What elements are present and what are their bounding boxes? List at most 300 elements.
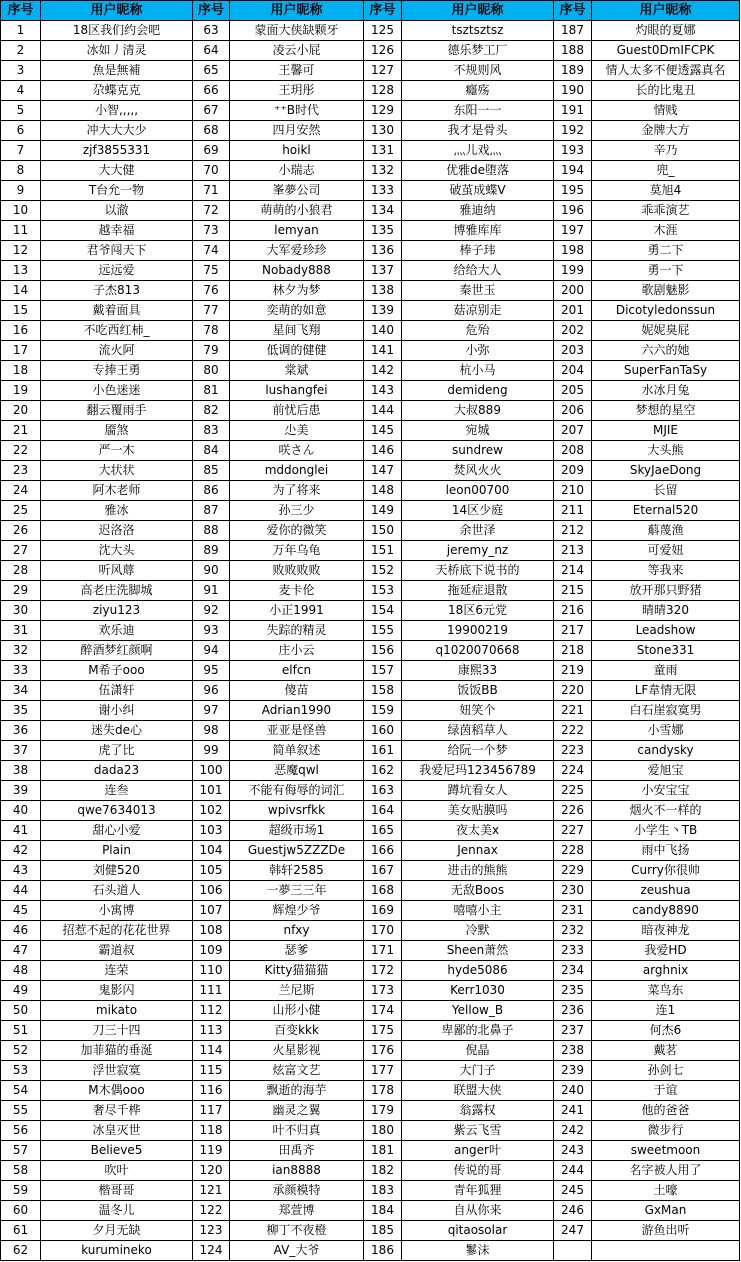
seq-cell: 243 xyxy=(554,1141,592,1161)
table-row xyxy=(1,721,740,741)
nickname-cell: sundrew xyxy=(402,441,554,461)
seq-cell: 220 xyxy=(554,681,592,701)
seq-cell: 158 xyxy=(364,681,402,701)
seq-cell: 241 xyxy=(554,1101,592,1121)
nickname-cell: Plain xyxy=(41,841,193,861)
nickname-cell: 鬼影闪 xyxy=(41,981,193,1001)
nickname-cell: 爱旭宝 xyxy=(592,761,740,781)
nickname-cell: 白石崖寂寞男 xyxy=(592,701,740,721)
table-row xyxy=(1,161,740,181)
seq-cell: 143 xyxy=(364,381,402,401)
nickname-cell: 雨中飞扬 xyxy=(592,841,740,861)
nickname-cell: 楷哥哥 xyxy=(41,1181,193,1201)
nickname-cell: 于谊 xyxy=(592,1081,740,1101)
nickname-cell: 低调的健健 xyxy=(230,341,364,361)
seq-cell: 185 xyxy=(364,1221,402,1241)
seq-cell: 226 xyxy=(554,801,592,821)
table-row xyxy=(1,841,740,861)
seq-cell: 85 xyxy=(193,461,230,481)
seq-cell: 246 xyxy=(554,1201,592,1221)
seq-cell: 25 xyxy=(1,501,41,521)
table-row xyxy=(1,741,740,761)
table-row xyxy=(1,281,740,301)
seq-cell: 126 xyxy=(364,41,402,61)
seq-cell: 62 xyxy=(1,1241,41,1261)
nickname-cell: Guest0DmIFCPK xyxy=(592,41,740,61)
table-row xyxy=(1,441,740,461)
nickname-cell: 乖乖演艺 xyxy=(592,201,740,221)
nickname-cell: 歌剧魅影 xyxy=(592,281,740,301)
nickname-cell: zeushua xyxy=(592,881,740,901)
seq-cell: 135 xyxy=(364,221,402,241)
nickname-cell: 灬儿戏灬 xyxy=(402,141,554,161)
seq-cell: 188 xyxy=(554,41,592,61)
seq-cell: 173 xyxy=(364,981,402,1001)
seq-cell: 5 xyxy=(1,101,41,121)
seq-cell: 119 xyxy=(193,1141,230,1161)
header-seq: 序号 xyxy=(1,1,41,21)
nickname-cell: lushangfei xyxy=(230,381,364,401)
seq-cell: 64 xyxy=(193,41,230,61)
nickname-cell: Dicotyledonssun xyxy=(592,301,740,321)
seq-cell: 11 xyxy=(1,221,41,241)
seq-cell: 65 xyxy=(193,61,230,81)
nickname-cell: 孙三少 xyxy=(230,501,364,521)
seq-cell: 31 xyxy=(1,621,41,641)
nickname-cell: 童雨 xyxy=(592,661,740,681)
nickname-cell: 破茧成蝶V xyxy=(402,181,554,201)
table-row xyxy=(1,801,740,821)
table-row xyxy=(1,921,740,941)
nickname-cell: 六六的她 xyxy=(592,341,740,361)
seq-cell: 152 xyxy=(364,561,402,581)
seq-cell: 122 xyxy=(193,1201,230,1221)
nickname-cell: 灼眼的夏娜 xyxy=(592,21,740,41)
seq-cell: 171 xyxy=(364,941,402,961)
nickname-cell: 我爱尼玛123456789 xyxy=(402,761,554,781)
seq-cell: 86 xyxy=(193,481,230,501)
nickname-cell: nfxy xyxy=(230,921,364,941)
nickname-cell: Nobady888 xyxy=(230,261,364,281)
nickname-cell: 危殆 xyxy=(402,321,554,341)
nickname-cell: 长的比鬼丑 xyxy=(592,81,740,101)
nickname-cell: M木偶ooo xyxy=(41,1081,193,1101)
nickname-cell: 夜太美x xyxy=(402,821,554,841)
seq-cell: 132 xyxy=(364,161,402,181)
nickname-cell: candysky xyxy=(592,741,740,761)
table-row xyxy=(1,1001,740,1021)
nickname-cell: 微步行 xyxy=(592,1121,740,1141)
seq-cell: 244 xyxy=(554,1161,592,1181)
seq-cell: 75 xyxy=(193,261,230,281)
nickname-cell: 给给大人 xyxy=(402,261,554,281)
nickname-cell: 飘逝的海芋 xyxy=(230,1081,364,1101)
table-row xyxy=(1,661,740,681)
table-row xyxy=(1,1221,740,1241)
seq-cell: 167 xyxy=(364,861,402,881)
nickname-cell: 沈大头 xyxy=(41,541,193,561)
nickname-cell: ian8888 xyxy=(230,1161,364,1181)
seq-cell: 193 xyxy=(554,141,592,161)
nickname-cell: 阿木老师 xyxy=(41,481,193,501)
seq-cell: 218 xyxy=(554,641,592,661)
seq-cell: 208 xyxy=(554,441,592,461)
seq-cell: 87 xyxy=(193,501,230,521)
table-row xyxy=(1,981,740,1001)
seq-cell: 45 xyxy=(1,901,41,921)
table-row xyxy=(1,301,740,321)
seq-cell: 186 xyxy=(364,1241,402,1261)
table-row xyxy=(1,1081,740,1101)
seq-cell: 197 xyxy=(554,221,592,241)
seq-cell: 41 xyxy=(1,821,41,841)
nickname-cell: 炫富文艺 xyxy=(230,1061,364,1081)
seq-cell: 68 xyxy=(193,121,230,141)
seq-cell: 123 xyxy=(193,1221,230,1241)
table-row xyxy=(1,601,740,621)
nickname-cell: 癮殇 xyxy=(402,81,554,101)
nickname-cell: 大门子 xyxy=(402,1061,554,1081)
nickname-cell: 情贱 xyxy=(592,101,740,121)
seq-cell: 98 xyxy=(193,721,230,741)
nickname-cell: 戴茗 xyxy=(592,1041,740,1061)
nickname-cell: ziyu123 xyxy=(41,601,193,621)
seq-cell: 113 xyxy=(193,1021,230,1041)
seq-cell: 178 xyxy=(364,1081,402,1101)
table-row xyxy=(1,1041,740,1061)
nickname-cell: 冰皇灭世 xyxy=(41,1121,193,1141)
nickname-cell: 严一木 xyxy=(41,441,193,461)
seq-cell: 109 xyxy=(193,941,230,961)
nickname-cell: 子杰813 xyxy=(41,281,193,301)
nickname-cell: qitaosolar xyxy=(402,1221,554,1241)
nickname-cell: 四月安然 xyxy=(230,121,364,141)
seq-cell: 44 xyxy=(1,881,41,901)
seq-cell: 48 xyxy=(1,961,41,981)
table-row xyxy=(1,241,740,261)
nickname-cell: 长留 xyxy=(592,481,740,501)
seq-cell: 142 xyxy=(364,361,402,381)
table-row xyxy=(1,261,740,281)
seq-cell: 82 xyxy=(193,401,230,421)
seq-cell: 103 xyxy=(193,821,230,841)
nickname-cell: 欢乐迪 xyxy=(41,621,193,641)
nickname-cell: 温冬儿 xyxy=(41,1201,193,1221)
seq-cell: 24 xyxy=(1,481,41,501)
seq-cell: 233 xyxy=(554,941,592,961)
nickname-cell: 柳丁不夜橙 xyxy=(230,1221,364,1241)
nickname-cell: 翁露权 xyxy=(402,1101,554,1121)
seq-cell: 63 xyxy=(193,21,230,41)
nickname-cell: Guestjw5ZZZDe xyxy=(230,841,364,861)
nickname-cell: LF韋情无限 xyxy=(592,681,740,701)
seq-cell: 53 xyxy=(1,1061,41,1081)
table-row xyxy=(1,781,740,801)
nickname-cell: 大头熊 xyxy=(592,441,740,461)
nickname-cell: dada23 xyxy=(41,761,193,781)
table-row xyxy=(1,81,740,101)
nickname-cell: 水冰月兔 xyxy=(592,381,740,401)
seq-cell: 60 xyxy=(1,1201,41,1221)
seq-cell: 89 xyxy=(193,541,230,561)
seq-cell: 114 xyxy=(193,1041,230,1061)
seq-cell: 97 xyxy=(193,701,230,721)
seq-cell: 196 xyxy=(554,201,592,221)
seq-cell: 78 xyxy=(193,321,230,341)
nickname-cell: Believe5 xyxy=(41,1141,193,1161)
seq-cell: 174 xyxy=(364,1001,402,1021)
seq-cell: 216 xyxy=(554,601,592,621)
nickname-cell: 刀三十四 xyxy=(41,1021,193,1041)
seq-cell: 203 xyxy=(554,341,592,361)
nickname-cell: 傻苗 xyxy=(230,681,364,701)
seq-cell: 21 xyxy=(1,421,41,441)
seq-cell: 161 xyxy=(364,741,402,761)
seq-cell: 194 xyxy=(554,161,592,181)
nickname-cell: 流火阿 xyxy=(41,341,193,361)
nickname-cell: q1020070668 xyxy=(402,641,554,661)
seq-cell: 19 xyxy=(1,381,41,401)
nickname-cell: 东阳一一 xyxy=(402,101,554,121)
seq-cell: 137 xyxy=(364,261,402,281)
table-row xyxy=(1,461,740,481)
seq-cell: 28 xyxy=(1,561,41,581)
seq-cell: 219 xyxy=(554,661,592,681)
nickname-cell: 庄小云 xyxy=(230,641,364,661)
seq-cell: 81 xyxy=(193,381,230,401)
table-row xyxy=(1,681,740,701)
seq-cell: 117 xyxy=(193,1101,230,1121)
nickname-cell: 秦世玉 xyxy=(402,281,554,301)
seq-cell: 70 xyxy=(193,161,230,181)
seq-cell: 141 xyxy=(364,341,402,361)
nickname-cell: jeremy_nz xyxy=(402,541,554,561)
table-row xyxy=(1,881,740,901)
nickname-cell: 蹲坑看女人 xyxy=(402,781,554,801)
seq-cell: 33 xyxy=(1,661,41,681)
table-row xyxy=(1,1121,740,1141)
nickname-cell: 招惹不起的花花世界 xyxy=(41,921,193,941)
seq-cell: 155 xyxy=(364,621,402,641)
nickname-cell: 咲さん xyxy=(230,441,364,461)
table-row xyxy=(1,341,740,361)
nickname-cell: 郑萱博 xyxy=(230,1201,364,1221)
nickname-cell: 为了将来 xyxy=(230,481,364,501)
nickname-cell: 凌云小屁 xyxy=(230,41,364,61)
nickname-cell: 传说的哥 xyxy=(402,1161,554,1181)
seq-cell: 66 xyxy=(193,81,230,101)
nickname-cell: arghnix xyxy=(592,961,740,981)
seq-cell: 164 xyxy=(364,801,402,821)
seq-cell: 212 xyxy=(554,521,592,541)
nickname-cell: 麦卡伦 xyxy=(230,581,364,601)
table-row xyxy=(1,401,740,421)
seq-cell: 36 xyxy=(1,721,41,741)
seq-cell: 107 xyxy=(193,901,230,921)
nickname-cell: 远远爱 xyxy=(41,261,193,281)
seq-cell: 71 xyxy=(193,181,230,201)
nickname-cell: wpivsrfkk xyxy=(230,801,364,821)
nickname-cell: 专捧王勇 xyxy=(41,361,193,381)
seq-cell: 47 xyxy=(1,941,41,961)
table-row xyxy=(1,381,740,401)
nickname-cell: 山形小健 xyxy=(230,1001,364,1021)
nickname-cell: 超级市场1 xyxy=(230,821,364,841)
nickname-cell: M希子ooo xyxy=(41,661,193,681)
seq-cell: 190 xyxy=(554,81,592,101)
nickname-cell: 嘻嘻小主 xyxy=(402,901,554,921)
nickname-cell: 德乐梦工厂 xyxy=(402,41,554,61)
seq-cell: 106 xyxy=(193,881,230,901)
nickname-cell: 烟火不一样的 xyxy=(592,801,740,821)
nickname-cell: 辉煌少爷 xyxy=(230,901,364,921)
nickname-cell: 翻云覆雨手 xyxy=(41,401,193,421)
nickname-cell: AV_大爷 xyxy=(230,1241,364,1261)
nickname-cell: 虎了比 xyxy=(41,741,193,761)
nickname-cell: 游鱼出听 xyxy=(592,1221,740,1241)
seq-cell: 116 xyxy=(193,1081,230,1101)
table-row xyxy=(1,1181,740,1201)
header-seq: 序号 xyxy=(364,1,402,21)
seq-cell: 7 xyxy=(1,141,41,161)
seq-cell: 227 xyxy=(554,821,592,841)
nickname-cell: 18区我们约会吧 xyxy=(41,21,193,41)
nickname-cell: 峯夢公司 xyxy=(230,181,364,201)
nickname-cell: 瑟爹 xyxy=(230,941,364,961)
seq-cell: 57 xyxy=(1,1141,41,1161)
seq-cell: 172 xyxy=(364,961,402,981)
header-nickname: 用户昵称 xyxy=(402,1,554,21)
nickname-cell: 菜鸟东 xyxy=(592,981,740,1001)
nickname-cell: 绿茵稻草人 xyxy=(402,721,554,741)
seq-cell: 22 xyxy=(1,441,41,461)
table-row xyxy=(1,181,740,201)
seq-cell: 245 xyxy=(554,1181,592,1201)
seq-cell: 177 xyxy=(364,1061,402,1081)
table-row xyxy=(1,641,740,661)
seq-cell: 115 xyxy=(193,1061,230,1081)
table-row xyxy=(1,1061,740,1081)
seq-cell xyxy=(554,1241,592,1261)
table-row xyxy=(1,521,740,541)
seq-cell: 198 xyxy=(554,241,592,261)
nickname-cell: 奢尽千桦 xyxy=(41,1101,193,1121)
nickname-cell: 小智,,,,, xyxy=(41,101,193,121)
seq-cell: 199 xyxy=(554,261,592,281)
nickname-cell: 君爷闯天下 xyxy=(41,241,193,261)
seq-cell: 102 xyxy=(193,801,230,821)
nickname-cell: 火星影视 xyxy=(230,1041,364,1061)
nickname-cell: 连叁 xyxy=(41,781,193,801)
nickname-cell: 放开那只野猪 xyxy=(592,581,740,601)
nickname-cell: 尕蝶克克 xyxy=(41,81,193,101)
seq-cell: 88 xyxy=(193,521,230,541)
nickname-cell: 刘健520 xyxy=(41,861,193,881)
nickname-cell: 以澈 xyxy=(41,201,193,221)
nickname-cell: 19900219 xyxy=(402,621,554,641)
nickname-cell: 亚亚是怪兽 xyxy=(230,721,364,741)
seq-cell: 101 xyxy=(193,781,230,801)
seq-cell: 32 xyxy=(1,641,41,661)
nickname-cell: 小正1991 xyxy=(230,601,364,621)
nickname-cell: 王馨可 xyxy=(230,61,364,81)
seq-cell: 69 xyxy=(193,141,230,161)
seq-cell: 100 xyxy=(193,761,230,781)
table-row xyxy=(1,201,740,221)
table-row xyxy=(1,701,740,721)
nickname-cell: 不规则风 xyxy=(402,61,554,81)
seq-cell: 211 xyxy=(554,501,592,521)
nickname-cell: hyde5086 xyxy=(402,961,554,981)
nickname-cell: 连1 xyxy=(592,1001,740,1021)
seq-cell: 10 xyxy=(1,201,41,221)
seq-cell: 145 xyxy=(364,421,402,441)
nickname-cell: 木涯 xyxy=(592,221,740,241)
seq-cell: 18 xyxy=(1,361,41,381)
seq-cell: 110 xyxy=(193,961,230,981)
seq-cell: 54 xyxy=(1,1081,41,1101)
nickname-cell: 勇一下 xyxy=(592,261,740,281)
table-row xyxy=(1,961,740,981)
seq-cell: 236 xyxy=(554,1001,592,1021)
nickname-cell: 紫云飞雪 xyxy=(402,1121,554,1141)
seq-cell: 93 xyxy=(193,621,230,641)
seq-cell: 229 xyxy=(554,861,592,881)
seq-cell: 136 xyxy=(364,241,402,261)
seq-cell: 181 xyxy=(364,1141,402,1161)
seq-cell: 191 xyxy=(554,101,592,121)
seq-cell: 52 xyxy=(1,1041,41,1061)
nickname-cell: 戴着面具 xyxy=(41,301,193,321)
nickname-cell: 高老庄洗脚城 xyxy=(41,581,193,601)
seq-cell: 160 xyxy=(364,721,402,741)
nickname-cell: 恶魔qwl xyxy=(230,761,364,781)
header-seq: 序号 xyxy=(554,1,592,21)
seq-cell: 95 xyxy=(193,661,230,681)
seq-cell: 16 xyxy=(1,321,41,341)
seq-cell: 50 xyxy=(1,1001,41,1021)
nickname-cell: 霸道叔 xyxy=(41,941,193,961)
seq-cell: 187 xyxy=(554,21,592,41)
nickname-cell: 冲大大大少 xyxy=(41,121,193,141)
nickname-cell: 我才是骨头 xyxy=(402,121,554,141)
seq-cell: 189 xyxy=(554,61,592,81)
seq-cell: 213 xyxy=(554,541,592,561)
nickname-cell: 妞笑个 xyxy=(402,701,554,721)
seq-cell: 80 xyxy=(193,361,230,381)
nickname-cell: ⁺⁺B时代 xyxy=(230,101,364,121)
seq-cell: 214 xyxy=(554,561,592,581)
nickname-cell: 康熙33 xyxy=(402,661,554,681)
seq-cell: 151 xyxy=(364,541,402,561)
seq-cell: 14 xyxy=(1,281,41,301)
nickname-cell: 无敌Boos xyxy=(402,881,554,901)
table-row xyxy=(1,1101,740,1121)
table-row xyxy=(1,481,740,501)
seq-cell: 182 xyxy=(364,1161,402,1181)
header-row xyxy=(1,1,740,21)
nickname-cell: 进击的熊熊 xyxy=(402,861,554,881)
seq-cell: 124 xyxy=(193,1241,230,1261)
nickname-cell: 小雪娜 xyxy=(592,721,740,741)
nickname-cell: 18区6元党 xyxy=(402,601,554,621)
nickname-cell: 林夕为梦 xyxy=(230,281,364,301)
seq-cell: 134 xyxy=(364,201,402,221)
seq-cell: 138 xyxy=(364,281,402,301)
nickname-cell: 天桥底下说书的 xyxy=(402,561,554,581)
seq-cell: 67 xyxy=(193,101,230,121)
seq-cell: 112 xyxy=(193,1001,230,1021)
